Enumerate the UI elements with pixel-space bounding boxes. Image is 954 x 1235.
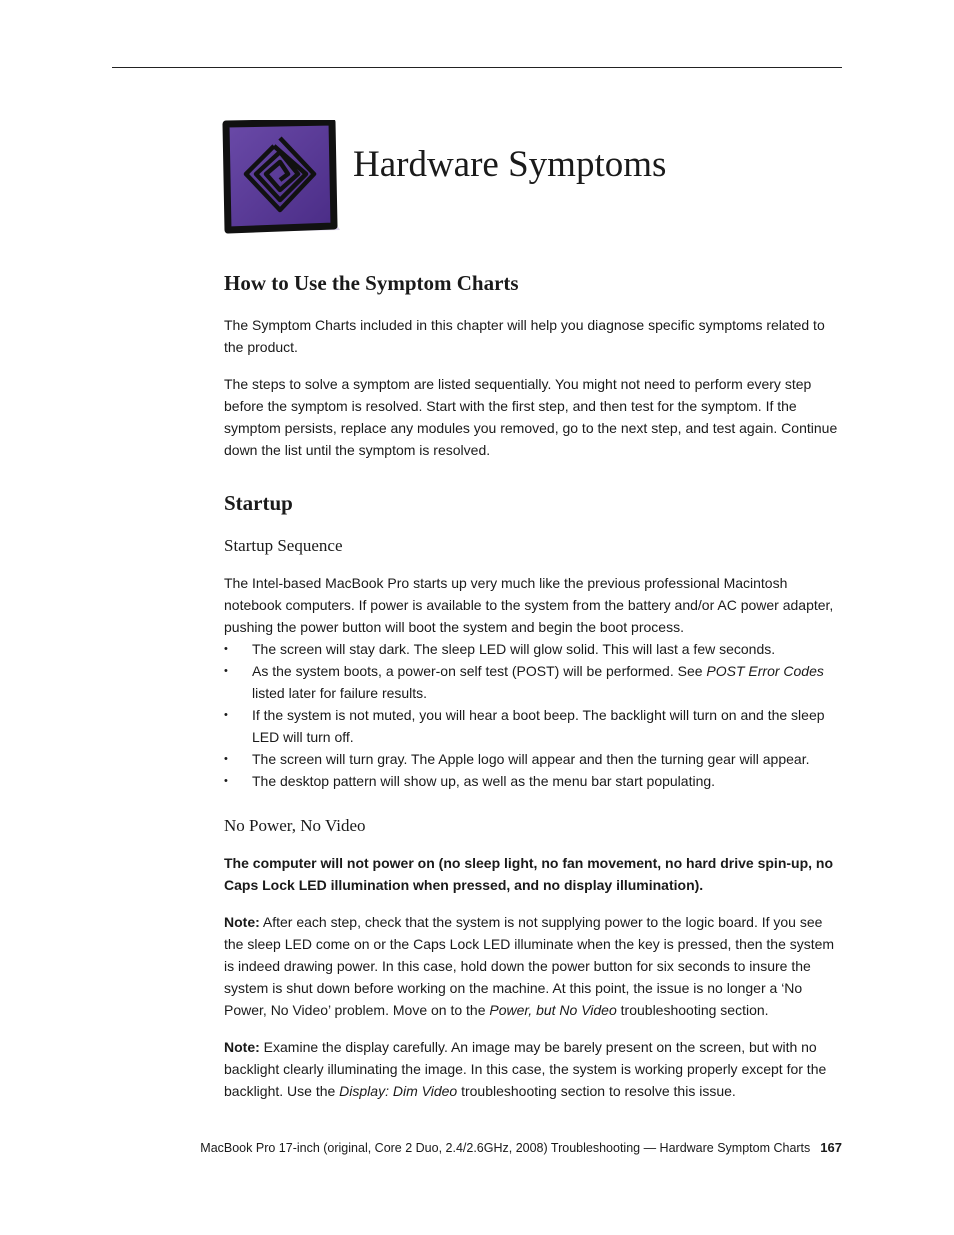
note-paragraph: Note: After each step, check that the system is not supplying power to the logic board. If you see the sleep LED come on or the Caps Lock LED illuminate when the key is pressed, then the system is indeed drawing power. In this case, hold down the power button for six seconds to insure the system is shut down before working on the machine. At this point, the issue is no longer a ‘No Power, No Video’ problem. Move on to the Power, but No Video troubleshooting section. [224, 914, 835, 1018]
section-heading-symptom-charts: How to Use the Symptom Charts [224, 271, 519, 295]
spiral-icon [222, 120, 344, 236]
list-item: • The desktop pattern will show up, as well as the menu bar start populating. [224, 770, 842, 792]
bullet-icon: • [224, 753, 228, 765]
paragraph: The steps to solve a symptom are listed sequentially. You might not need to perform every step before the symptom is resolved. Start with the first step, and then test for the symptom. If the symptom persists, replace any modules you removed, go to the next step, and test again. Continue down the list until the symptom is resolved. [224, 376, 838, 458]
note-label: Note: [224, 1039, 260, 1055]
page-content [224, 268, 842, 1117]
bullet-icon: • [224, 775, 228, 787]
list-item: • The screen will stay dark. The sleep LED will glow solid. This will last a few seconds. [224, 638, 842, 660]
subheading-no-power-no-video: No Power, No Video [224, 816, 366, 835]
reference-power-no-video: Power, but No Video [489, 1002, 617, 1018]
section-heading-startup: Startup [224, 491, 293, 515]
footer-text: MacBook Pro 17-inch (original, Core 2 Duo, 2.4/2.6GHz, 2008) Troubleshooting — Hardware Symptom Charts [200, 1141, 811, 1155]
list-item: • The screen will turn gray. The Apple logo will appear and then the turning gear will appear. [224, 748, 842, 770]
reference-post-error-codes: POST Error Codes [706, 663, 824, 679]
page-number: 167 [820, 1140, 842, 1155]
bullet-icon: • [224, 643, 228, 655]
bullet-icon: • [224, 665, 228, 677]
bullet-icon: • [224, 709, 228, 721]
chapter-title: Hardware Symptoms [353, 144, 667, 185]
paragraph: The Intel-based MacBook Pro starts up very much like the previous professional Macintosh notebook computers. If power is available to the system from the battery and/or AC power adapter, pushing the power button will boot the system and begin the boot process. [224, 575, 834, 635]
subheading-startup-sequence: Startup Sequence [224, 536, 343, 555]
note-paragraph: Note: Examine the display carefully. An image may be barely present on the screen, but with no backlight clearly illuminating the image. In this case, the system is working properly except for the backlight. Use the Display: Dim Video troubleshooting section to resolve this issue. [224, 1039, 827, 1099]
note-label: Note: [224, 914, 260, 930]
header-rule [112, 67, 842, 68]
paragraph: The Symptom Charts included in this chapter will help you diagnose specific symptoms related to the product. [224, 317, 825, 355]
list-item: • As the system boots, a power-on self test (POST) will be performed. See POST Error Codes listed later for failure results. [224, 660, 842, 704]
list-item: • If the system is not muted, you will hear a boot beep. The backlight will turn on and the sleep LED will turn off. [224, 704, 842, 748]
startup-bullet-list [224, 638, 842, 792]
symptom-statement: The computer will not power on (no sleep light, no fan movement, no hard drive spin-up, no Caps Lock LED illumination when pressed, and no display illumination). [224, 855, 834, 893]
reference-display-dim-video: Display: Dim Video [339, 1083, 458, 1099]
page-footer [200, 1140, 842, 1155]
